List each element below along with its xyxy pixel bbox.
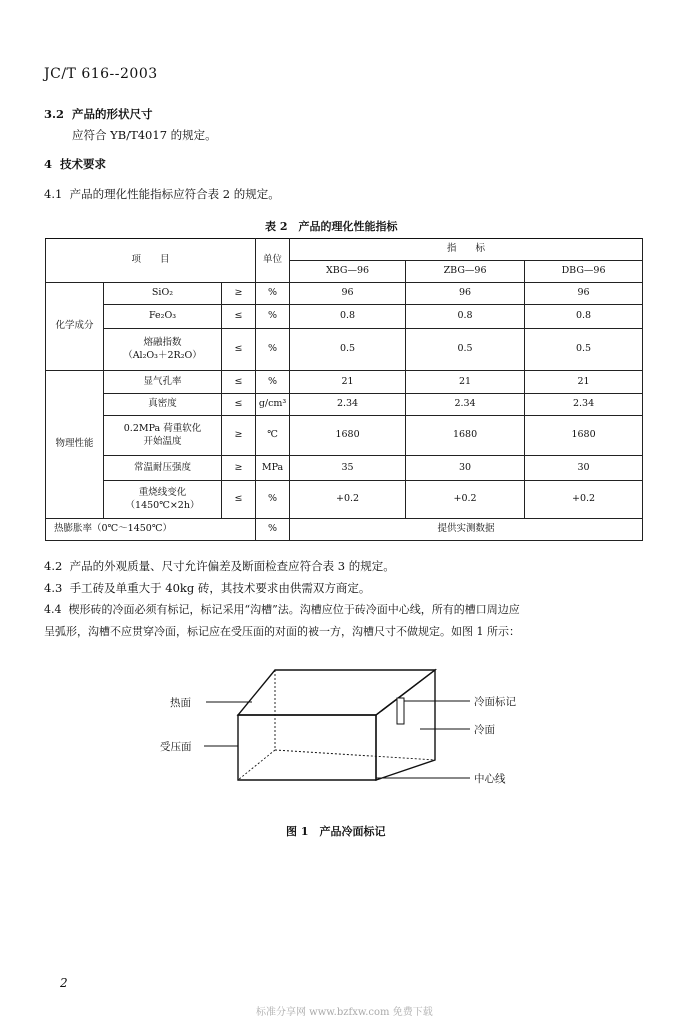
label-center-line: 中心线: [474, 773, 506, 785]
side-face: [376, 670, 435, 780]
header-item: 项 目: [46, 239, 256, 283]
section-3-2-text: 应符合 YB/T4017 的规定。: [72, 128, 217, 142]
paragraph-4-3: 4.3 手工砖及单重大于 40kg 砖，其技术要求由供需双方商定。: [44, 581, 371, 595]
label-cold-face: 冷面: [474, 724, 495, 736]
front-face: [238, 715, 376, 780]
table-row: 0.2MPa 荷重软化 开始温度 ≥ ℃ 1680 1680 1680: [46, 416, 643, 456]
table-caption: 表 2 产品的理化性能指标: [265, 220, 398, 233]
figure-caption: 图 1 产品冷面标记: [286, 825, 386, 838]
table-row: 真密度 ≤ g/cm³ 2.34 2.34 2.34: [46, 394, 643, 416]
table-row: 热膨胀率（0℃～1450℃） % 提供实测数据: [46, 519, 643, 541]
page-number: 2: [60, 976, 68, 990]
label-cold-mark: 冷面标记: [474, 696, 516, 708]
section-4: 4 技术要求: [44, 157, 107, 171]
standard-number: JC/T 616--2003: [44, 66, 158, 82]
table-row: 化学成分 SiO₂ ≥ % 96 96 96: [46, 283, 643, 305]
label-hot-face: 热面: [170, 697, 191, 709]
properties-table: [45, 238, 643, 541]
table-row: Fe₂O₃ ≤ % 0.8 0.8 0.8: [46, 305, 643, 329]
grade-zbg: ZBG—96: [406, 261, 525, 283]
footer-watermark: 标准分享网 www.bzfxw.com 免费下载: [256, 1007, 433, 1018]
paragraph-4-2: 4.2 产品的外观质量、尺寸允许偏差及断面检查应符合表 3 的规定。: [44, 559, 395, 573]
grade-xbg: XBG—96: [290, 261, 406, 283]
section-4-1: 4.1 产品的理化性能指标应符合表 2 的规定。: [44, 187, 280, 201]
group-physical: 物理性能: [46, 371, 104, 519]
label-pressure-face: 受压面: [160, 741, 192, 753]
header-unit: 单位: [256, 239, 290, 283]
section-3-2: 3.2 产品的形状尺寸: [44, 107, 153, 121]
grade-dbg: DBG—96: [525, 261, 643, 283]
table-row: 物理性能 显气孔率 ≤ % 21 21 21: [46, 371, 643, 394]
group-chemical: 化学成分: [46, 283, 104, 371]
cold-face-groove: [397, 698, 404, 724]
paragraph-4-4-cont: 呈弧形，沟槽不应贯穿冷面，标记应在受压面的对面的被一方，沟槽尺寸不做规定。如图 1 所示：: [44, 625, 520, 638]
table-row: 重烧线变化 （1450℃×2h） ≤ % +0.2 +0.2 +0.2: [46, 481, 643, 519]
table-row: 常温耐压强度 ≥ MPa 35 30 30: [46, 456, 643, 481]
table-row: 熔融指数 （Al₂O₃＋2R₂O） ≤ % 0.5 0.5 0.5: [46, 329, 643, 371]
paragraph-4-4: 4.4 楔形砖的冷面必须有标记，标记采用“沟槽”法。沟槽应位于砖冷面中心线，所有的槽口周边应: [44, 603, 520, 616]
header-index: 指 标: [290, 239, 643, 261]
